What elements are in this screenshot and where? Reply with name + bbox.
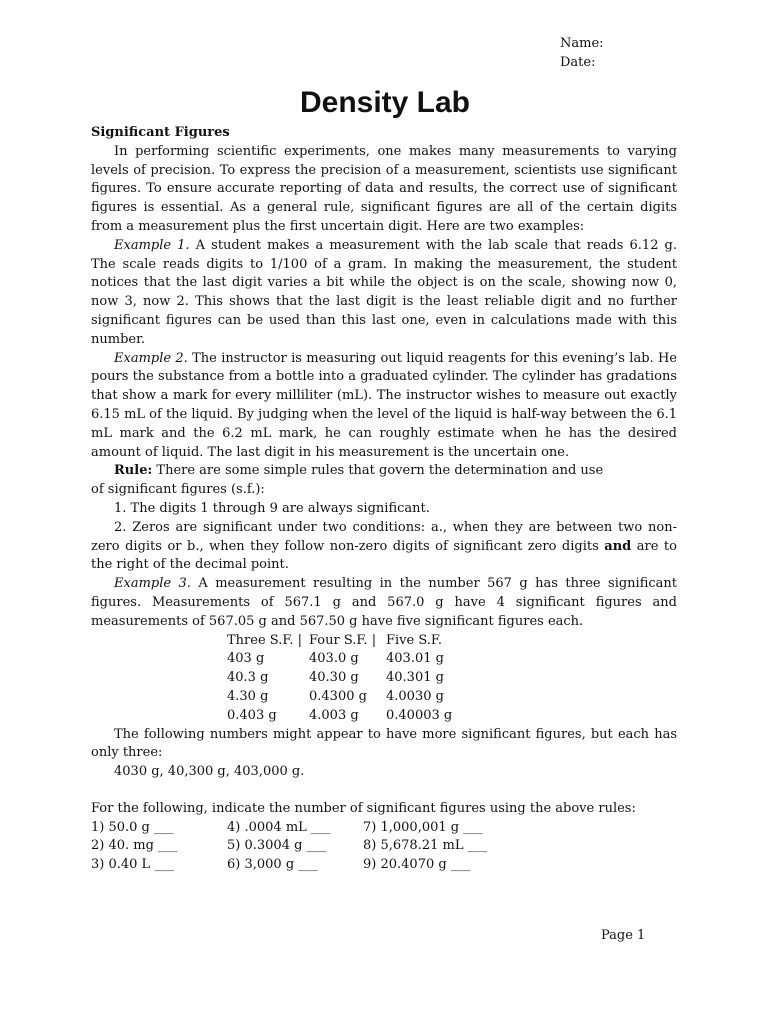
question-item: 2) 40. mg ___ — [91, 838, 178, 854]
question-item: 6) 3,000 g ___ — [227, 857, 318, 873]
table-cell: 0.403 g — [227, 707, 277, 723]
name-label: Name: — [560, 36, 604, 51]
table-cell: 0.40003 g — [386, 707, 453, 723]
rule-item-2-bold: and — [604, 538, 632, 554]
date-label: Date: — [560, 55, 596, 70]
table-cell: 40.3 g — [227, 670, 269, 686]
table-row — [227, 669, 476, 688]
table-row — [227, 688, 476, 707]
example-3-label: Example 3. — [114, 576, 191, 592]
table-cell: 40.301 g — [386, 670, 444, 686]
example-2-paragraph — [91, 350, 677, 463]
table-cell: 4.30 g — [227, 688, 269, 704]
question-item: 1) 50.0 g ___ — [91, 819, 174, 835]
table-cell: 0.4300 g — [309, 688, 367, 704]
table-cell: 403.01 g — [386, 651, 444, 667]
question-item: 3) 0.40 L ___ — [91, 857, 174, 873]
example-2-text: The instructor is measuring out liquid reagents for this evening’s lab. He pours the substance from a bottle into a graduated cylinder. The cylinder has gradations that show a mark for every milliliter (mL). The instructor wishes to measure out exactly 6.15 mL of the liquid. By judging when the level of the liquid is half-way between the 6.1 mL mark and the 6.2 mL mark, he can roughly estimate when he has the desired amount of liquid. The last digit in his measurement is the uncertain one. — [91, 350, 678, 460]
three-sf-examples: 4030 g, 40,300 g, 403,000 g. — [114, 764, 305, 780]
rule-line-1 — [91, 462, 677, 481]
example-1-paragraph — [91, 237, 677, 350]
table-cell: 4.0030 g — [386, 688, 444, 704]
example-1-text: A student makes a measurement with the lab scale that reads 6.12 g. The scale reads digits to 1/100 of a gram. In making the measurement, the student notices that the last digit varies a bit while the object is on the scale, showing now 0, now 3, now 2. This shows that the last digit is the least reliable digit and no further significant figures can be used than this last one, even in calculations made with this number. — [91, 237, 678, 347]
table-cell: 40.30 g — [309, 670, 359, 686]
rule-label: Rule: — [114, 463, 153, 479]
questions-grid — [91, 819, 677, 875]
table-header: Three S.F. | — [227, 632, 302, 648]
rule-item-2-part-1: 2. Zeros are significant under two conditions: a., when they are between two non-zero digits or b., when they follow non-zero digits of significant zero digits — [91, 519, 677, 554]
rule-item-1: 1. The digits 1 through 9 are always significant. — [114, 500, 430, 516]
question-item: 5) 0.3004 g ___ — [227, 838, 327, 854]
question-item: 9) 20.4070 g ___ — [363, 857, 471, 873]
example-3-paragraph — [91, 575, 677, 631]
spacer — [91, 782, 677, 800]
example-3-text: A measurement resulting in the number 567 g has three significant figures. Measurements of 567.1 g and 567.0 g have 4 significant figures and measurements of 567.05 g and 567.50 g have five significant figures each. — [91, 576, 678, 629]
example-2-label: Example 2. — [114, 350, 188, 366]
questions-prompt: For the following, indicate the number of significant figures using the above rules: — [91, 800, 636, 816]
example-1-label: Example 1. — [114, 237, 190, 253]
rule-line-2: of significant figures (s.f.): — [91, 482, 265, 498]
question-item: 8) 5,678.21 mL ___ — [363, 838, 488, 854]
table-header-row — [227, 632, 476, 651]
section-heading: Significant Figures — [91, 125, 230, 140]
table-header: Five S.F. — [386, 632, 443, 648]
rule-item-2-part-2: are to the right of the decimal point. — [91, 538, 677, 573]
table-row — [227, 707, 476, 726]
question-item: 4) .0004 mL ___ — [227, 819, 331, 835]
intro-paragraph: In performing scientific experiments, one makes many measurements to varying levels of precision. To express the precision of a measurement, scientists use significant figures. To ensure accurate reporting of data and results, the correct use of significant figures is essential. As a general rule, significant figures are all of the certain digits from a measurement plus the first uncertain digit. Here are two examples: — [91, 143, 677, 234]
document-body — [91, 124, 677, 875]
page-number: Page 1 — [601, 928, 646, 943]
table-header: Four S.F. | — [309, 632, 377, 648]
question-item: 7) 1,000,001 g ___ — [363, 819, 483, 835]
three-sf-note: The following numbers might appear to have more significant figures, but each has only three: — [91, 726, 677, 761]
rule-item-2 — [91, 519, 677, 575]
page-title: Density Lab — [299, 86, 471, 119]
table-cell: 403 g — [227, 651, 265, 667]
rule-text-1: There are some simple rules that govern the determination and use — [156, 463, 604, 479]
table-cell: 4.003 g — [309, 707, 359, 723]
table-cell: 403.0 g — [309, 651, 359, 667]
table-row — [227, 650, 476, 669]
sig-fig-table — [227, 632, 476, 726]
